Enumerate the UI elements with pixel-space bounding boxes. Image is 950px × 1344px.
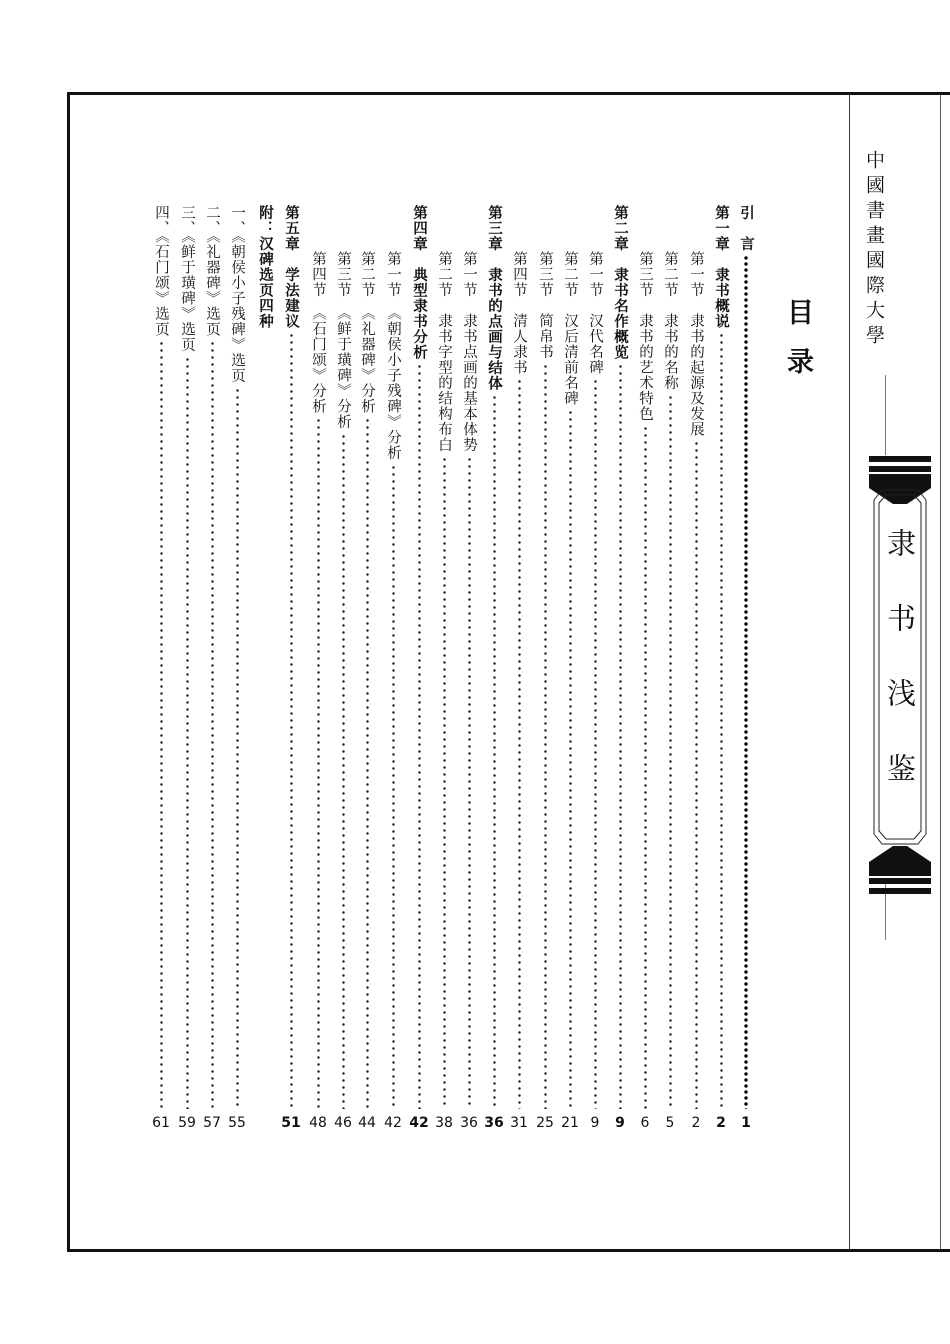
- toc-entry[interactable]: [150, 205, 172, 1131]
- toc-page-number: 1: [741, 1115, 751, 1131]
- toc-page-number: 25: [536, 1115, 554, 1131]
- toc-leader-dots: [236, 387, 239, 1109]
- toc-entry[interactable]: [307, 205, 329, 1131]
- toc-leader-dots: [669, 394, 672, 1110]
- toc-page-number: 38: [435, 1115, 453, 1131]
- toc-leader-dots: [744, 255, 748, 1110]
- toc-entry-label: 附：汉碑选页四种: [257, 205, 273, 329]
- toc-entry[interactable]: [280, 205, 302, 1131]
- toc-heading: 目录: [782, 298, 813, 396]
- toc-leader-dots: [594, 378, 597, 1109]
- toc-entry-label: 第三节 隶书的艺术特色: [637, 251, 653, 422]
- toc-entry[interactable]: [659, 205, 681, 1131]
- toc-leader-dots: [518, 378, 521, 1109]
- toc-page-number: 44: [358, 1115, 376, 1131]
- toc-entry-label: 第一节 《朝侯小子残碑》分析: [385, 251, 401, 461]
- toc-page-number: 2: [716, 1115, 726, 1131]
- toc-entry-label: 第二节 隶书字型的结构布白: [436, 251, 452, 453]
- toc-entry[interactable]: [408, 205, 430, 1131]
- toc-entry-label: 第一节 隶书的起源及发展: [688, 251, 704, 437]
- toc-entry[interactable]: [609, 205, 631, 1131]
- toc-leader-dots: [418, 363, 421, 1109]
- toc-entry[interactable]: [685, 205, 707, 1131]
- toc-entry-label: 第五章 学法建议: [283, 205, 299, 329]
- toc-entry-label: 第四节 清人隶书: [511, 251, 527, 375]
- toc-page-number: 2: [691, 1115, 701, 1131]
- toc-page-number: 51: [281, 1115, 301, 1131]
- toc-leader-dots: [619, 363, 622, 1109]
- toc-page-number: 42: [384, 1115, 402, 1131]
- toc-page-number: 9: [615, 1115, 625, 1131]
- toc-entry[interactable]: [534, 205, 556, 1131]
- toc-page-number: 48: [309, 1115, 327, 1131]
- sidebar-divider: [849, 95, 850, 1249]
- book-title: 隶书浅鉴: [883, 528, 917, 828]
- toc-entry-label: 第一章 隶书概说: [713, 205, 729, 329]
- toc-leader-dots: [342, 433, 345, 1109]
- toc-entry-label: 第三节 简帛书: [537, 251, 553, 360]
- toc-leader-dots: [211, 340, 214, 1109]
- toc-page-number: 46: [334, 1115, 352, 1131]
- toc-leader-dots: [317, 417, 320, 1109]
- toc-leader-dots: [720, 332, 723, 1109]
- toc-entry-label: 二、《礼器碑》选页: [204, 205, 220, 338]
- toc-entry[interactable]: [382, 205, 404, 1131]
- toc-entry-label: 四、《石门颂》选页: [153, 205, 169, 338]
- toc-leader-dots: [544, 363, 547, 1110]
- toc-leader-dots: [644, 425, 647, 1110]
- toc-entry-label: 第一节 汉代名碑: [587, 251, 603, 375]
- toc-page-number: 57: [203, 1115, 221, 1131]
- toc-entry-label: 第一节 隶书点画的基本体势: [461, 251, 477, 453]
- sidebar-rule-top: [885, 375, 886, 455]
- toc-page-number: 6: [640, 1115, 650, 1131]
- series-title: 中國書畫國際大學: [863, 150, 885, 350]
- toc-leader-dots: [569, 409, 572, 1109]
- toc-entry-label: 第三章 隶书的点画与结体: [486, 205, 502, 391]
- toc-leader-dots: [443, 456, 446, 1110]
- toc-entry[interactable]: [433, 205, 455, 1131]
- toc-entry[interactable]: [559, 205, 581, 1131]
- toc-page-number: 21: [561, 1115, 579, 1131]
- toc-entry-label: 一、《朝侯小子残碑》选页: [229, 205, 245, 384]
- toc-leader-dots: [493, 394, 496, 1109]
- toc-leader-dots: [392, 464, 395, 1109]
- toc-entry-label: 第二节 《礼器碑》分析: [359, 251, 375, 415]
- toc-entry-label: 第四节 《石门颂》分析: [310, 251, 326, 415]
- toc-entry[interactable]: [201, 205, 223, 1131]
- toc-leader-dots: [290, 332, 293, 1109]
- toc-entry-label: 第二节 隶书的名称: [662, 251, 678, 391]
- toc-entry[interactable]: [735, 205, 757, 1131]
- toc-leader-dots: [366, 417, 369, 1109]
- toc-entry[interactable]: [226, 205, 248, 1131]
- toc-entry-label: 引 言: [738, 205, 754, 252]
- toc-entry[interactable]: [458, 205, 480, 1131]
- toc-entry[interactable]: [483, 205, 505, 1131]
- toc-entry[interactable]: [356, 205, 378, 1131]
- toc-page-number: 31: [510, 1115, 528, 1131]
- toc-page-number: 42: [409, 1115, 429, 1131]
- toc-entry-label: 第三节 《鲜于璜碑》分析: [335, 251, 351, 430]
- toc-entry[interactable]: [254, 205, 276, 1131]
- toc-leader-dots: [186, 356, 189, 1109]
- toc-entry[interactable]: [332, 205, 354, 1131]
- toc-entry[interactable]: [508, 205, 530, 1131]
- toc-entry[interactable]: [634, 205, 656, 1131]
- toc-entry-label: 第四章 典型隶书分析: [411, 205, 427, 360]
- toc-entry[interactable]: [710, 205, 732, 1131]
- toc-page-number: 36: [484, 1115, 504, 1131]
- toc-entry[interactable]: [176, 205, 198, 1131]
- toc-page-number: 9: [590, 1115, 600, 1131]
- toc-page-number: 55: [228, 1115, 246, 1131]
- toc-entry-label: 第二章 隶书名作概览: [612, 205, 628, 360]
- sidebar-edge: [940, 95, 941, 1249]
- book-title-panel: [872, 488, 928, 846]
- toc-leader-dots: [160, 340, 163, 1109]
- toc-page-number: 59: [178, 1115, 196, 1131]
- toc-page-number: 5: [665, 1115, 675, 1131]
- toc-entry-label: 第二节 汉后清前名碑: [562, 251, 578, 406]
- toc-leader-dots: [695, 440, 698, 1109]
- toc-page-number: 61: [152, 1115, 170, 1131]
- toc-entry[interactable]: [584, 205, 606, 1131]
- toc-page-number: 36: [460, 1115, 478, 1131]
- toc-entry-label: 三、《鲜于璜碑》选页: [179, 205, 195, 353]
- toc-leader-dots: [468, 456, 471, 1110]
